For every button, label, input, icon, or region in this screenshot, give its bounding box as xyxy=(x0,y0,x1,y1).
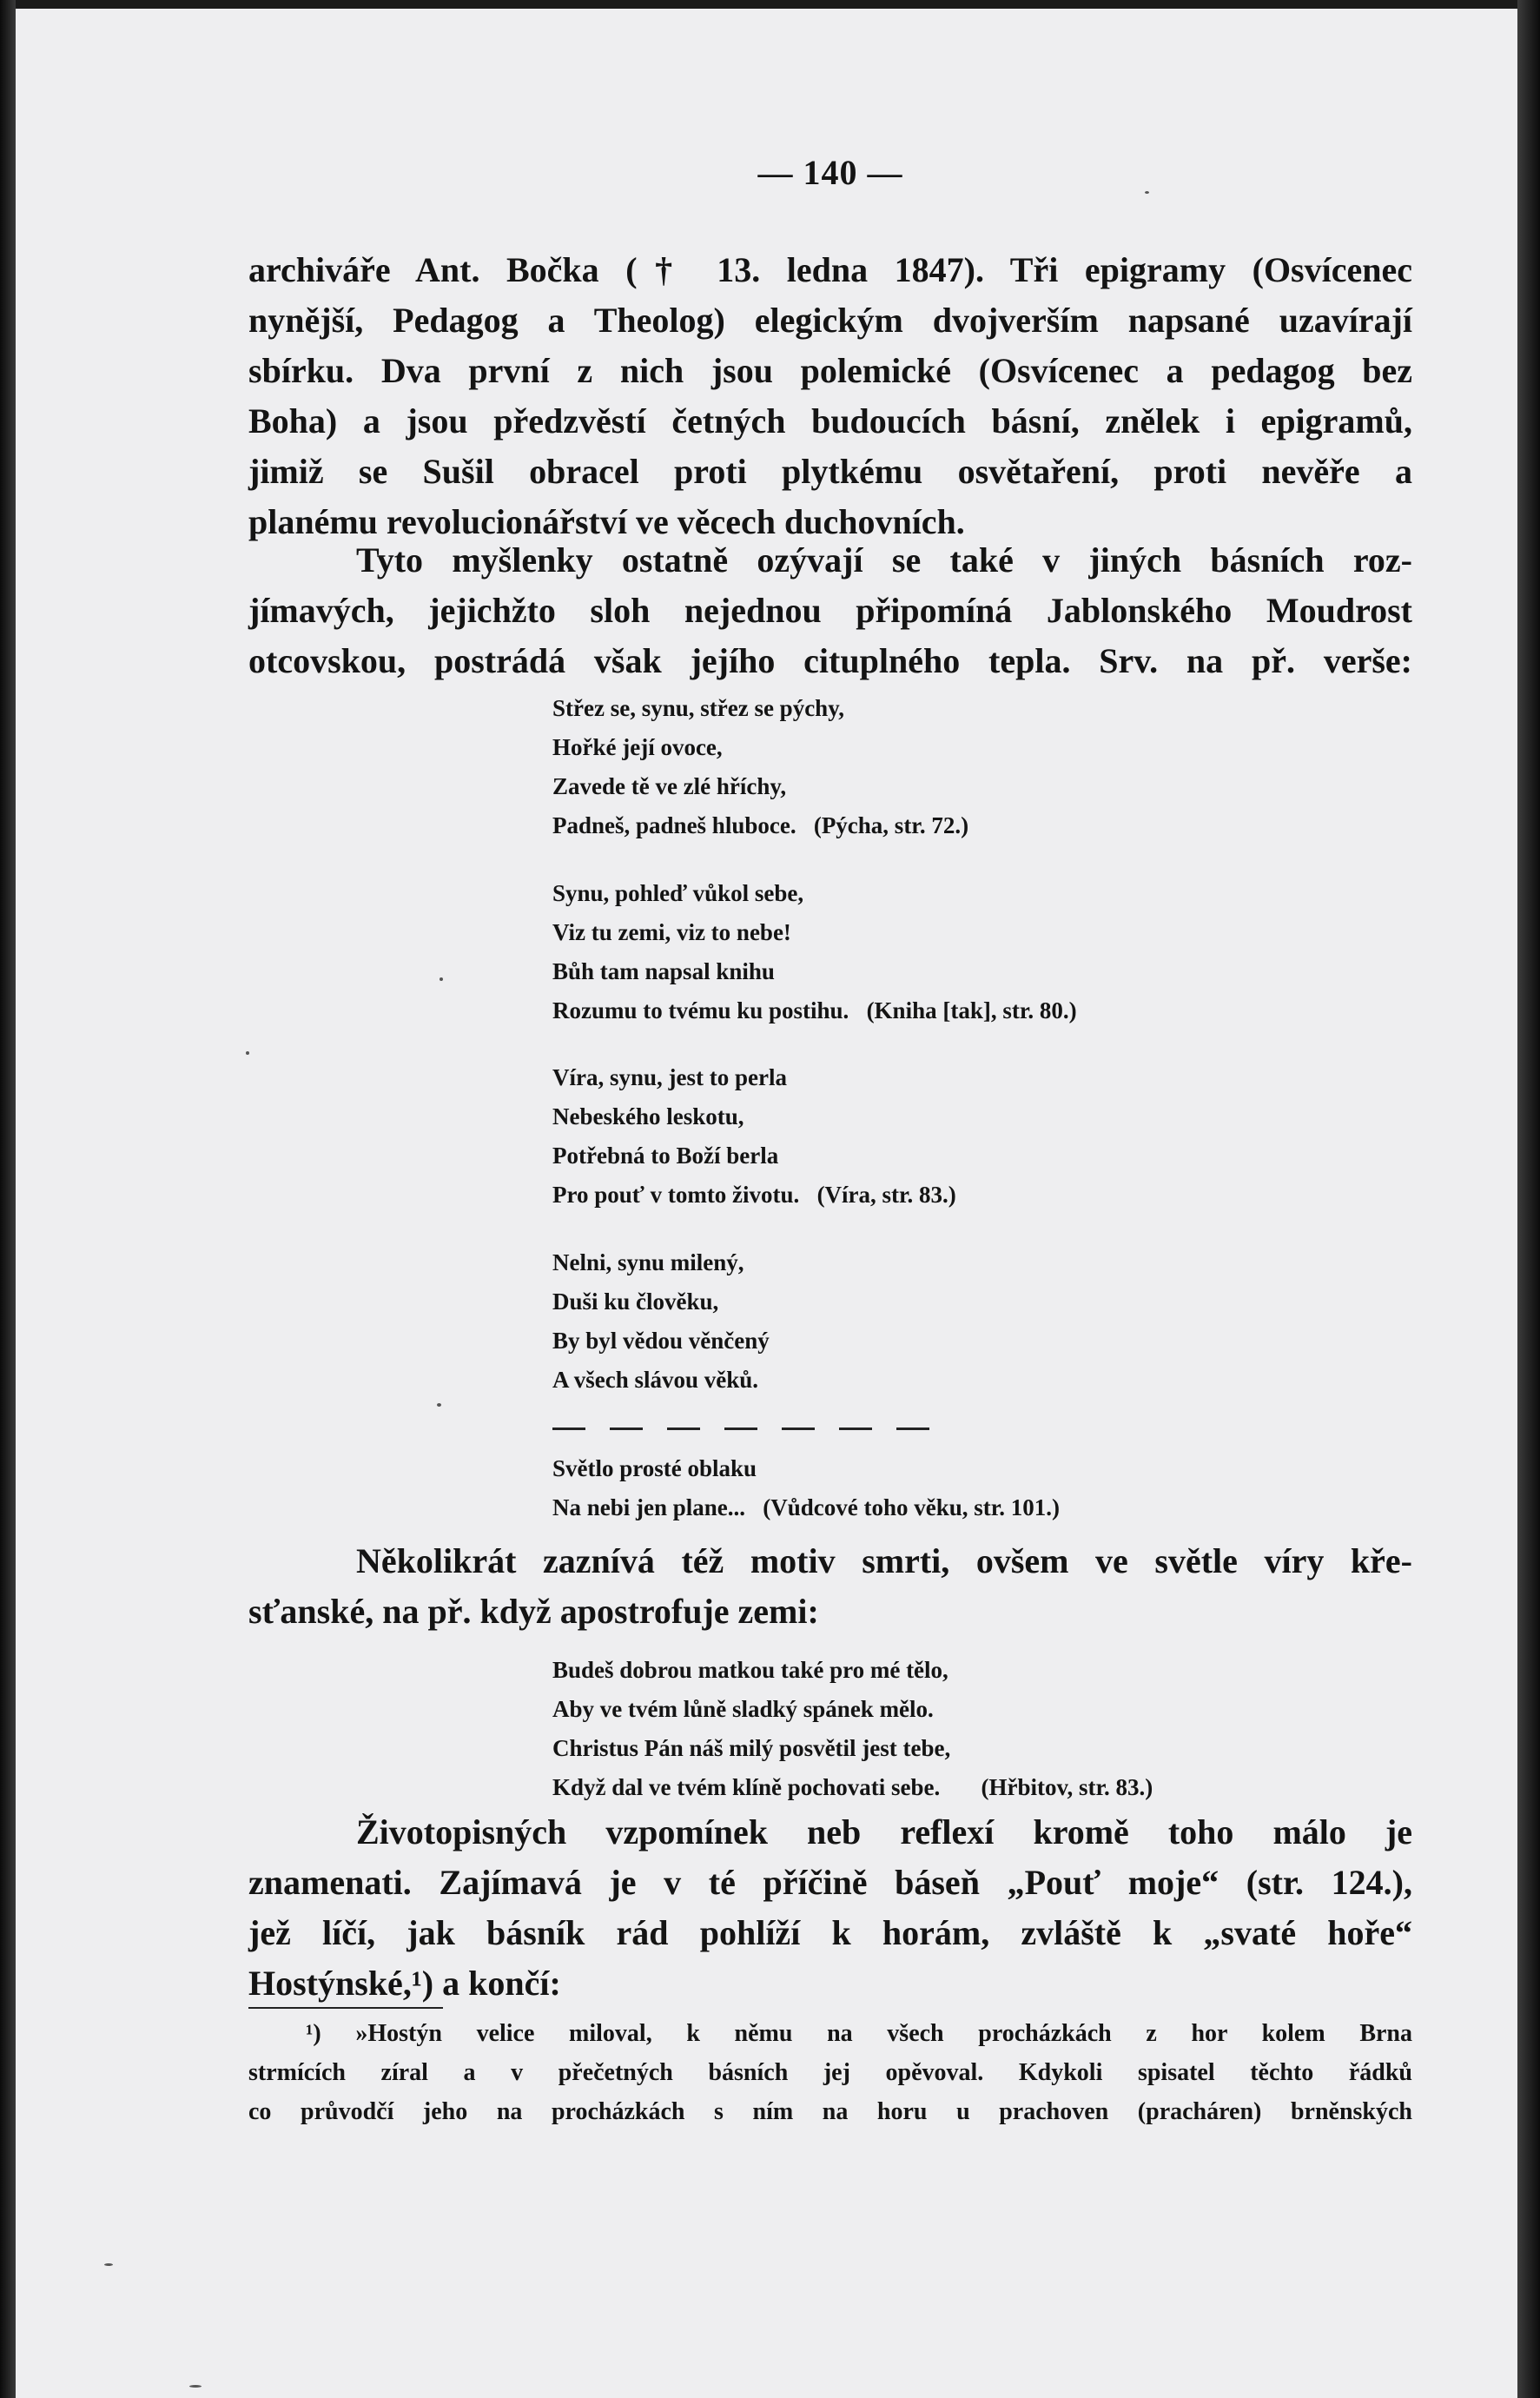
verse-line: Na nebi jen plane... xyxy=(552,1494,746,1520)
dash xyxy=(782,1428,815,1430)
verse-reference: (Kniha [tak], str. 80.) xyxy=(866,997,1077,1023)
verse-line: Potřebná to Boží berla xyxy=(552,1143,779,1169)
verse-line: Bůh tam napsal knihu xyxy=(552,958,775,984)
paragraph-4 xyxy=(248,1807,1412,2009)
verse-hrbitov xyxy=(552,1651,1153,1807)
text-line: jímavých, jejichžto sloh nejednou připomíná Jablonského Moudrost xyxy=(248,591,1412,630)
scan-speck xyxy=(246,1051,249,1055)
verse-line: Christus Pán náš milý posvětil jest tebe, xyxy=(552,1735,951,1761)
paragraph-2 xyxy=(248,535,1412,686)
verse-pycha xyxy=(552,689,968,845)
verse-vudcove xyxy=(552,1449,1060,1527)
footnote-line: strmících zíral a v přečetných básních jej opěvoval. Kdykoli spisatel těchto řádků xyxy=(248,2059,1412,2086)
dash xyxy=(667,1428,700,1430)
text-line: Tyto myšlenky ostatně ozývají se také v jiných básních roz- xyxy=(356,540,1412,580)
text-line: nynější, Pedagog a Theolog) elegickým dvojverším napsané uzavírají xyxy=(248,301,1412,340)
scan-border-left xyxy=(0,0,16,2398)
text-line: Hostýnské,¹) a končí: xyxy=(248,1964,561,2003)
verse-line: Padneš, padneš hluboce. xyxy=(552,812,796,838)
page-number: — 140 — xyxy=(757,153,903,192)
scan-speck xyxy=(189,2385,202,2388)
scan-speck xyxy=(437,1403,441,1407)
paragraph-1 xyxy=(248,245,1412,547)
verse-line: Budeš dobrou matkou také pro mé tělo, xyxy=(552,1657,948,1683)
verse-reference: (Víra, str. 83.) xyxy=(816,1182,956,1208)
text-line: jimiž se Sušil obracel proti plytkému osvětaření, proti nevěře a xyxy=(248,452,1412,491)
verse-line: Rozumu to tvému ku postihu. xyxy=(552,997,849,1023)
verse-reference: (Vůdcové toho věku, str. 101.) xyxy=(763,1494,1061,1520)
verse-line: By byl vědou věnčený xyxy=(552,1328,770,1354)
text-line: archiváře Ant. Bočka († 13. ledna 1847). Tři epigramy (Osvícenec xyxy=(248,250,1412,289)
verse-line: Zavede tě ve zlé hříchy, xyxy=(552,773,787,799)
text-line: jež líčí, jak básník rád pohlíží k horám, zvláště k „svaté hoře“ xyxy=(248,1913,1412,1952)
dash xyxy=(724,1428,757,1430)
text-line: planému revolucionářství ve věcech duchovních. xyxy=(248,502,965,541)
footnote-line: co průvodčí jeho na procházkách s ním na horu u prachoven (pracháren) brněnských xyxy=(248,2098,1412,2125)
text-line: otcovskou, postrádá však jejího cituplného tepla. Srv. na př. verše: xyxy=(248,641,1412,680)
verse-line: Nelni, synu milený, xyxy=(552,1249,744,1275)
verse-line: Duši ku člověku, xyxy=(552,1288,719,1315)
dash xyxy=(610,1428,643,1430)
verse-line: Když dal ve tvém klíně pochovati sebe. xyxy=(552,1774,941,1800)
scan-speck xyxy=(1145,191,1149,194)
scan-border-top xyxy=(0,0,1540,9)
text-line: Boha) a jsou předzvěstí četných budoucích básní, znělek i epigramů, xyxy=(248,401,1412,441)
verse-vira xyxy=(552,1058,956,1215)
text-line: Životopisných vzpomínek neb reflexí kromě toho málo je xyxy=(356,1812,1412,1851)
footnote-rule xyxy=(248,2007,443,2009)
verse-line: Hořké její ovoce, xyxy=(552,734,723,760)
verse-line: Aby ve tvém lůně sladký spánek mělo. xyxy=(552,1696,934,1722)
text-line: znamenati. Zajímavá je v té příčině báseň „Pouť moje“ (str. 124.), xyxy=(248,1863,1412,1902)
dash xyxy=(552,1428,585,1430)
text-line: sbírku. Dva první z nich jsou polemické (Osvícenec a pedagog bez xyxy=(248,351,1412,390)
verse-line: Pro pouť v tomto životu. xyxy=(552,1182,800,1208)
verse-line: Víra, synu, jest to perla xyxy=(552,1064,787,1090)
text-line: Několikrát zaznívá též motiv smrti, ovšem ve světle víry kře- xyxy=(356,1541,1412,1580)
text-line: sťanské, na př. když apostrofuje zemi: xyxy=(248,1592,819,1631)
footnote-line: ¹) »Hostýn velice miloval, k němu na všech procházkách z hor kolem Brna xyxy=(306,2020,1412,2047)
verse-reference: (Hřbitov, str. 83.) xyxy=(981,1774,1153,1800)
dash xyxy=(839,1428,872,1430)
book-page xyxy=(16,9,1517,2398)
paragraph-3 xyxy=(248,1536,1412,1637)
dash xyxy=(896,1428,929,1430)
verse-reference: (Pýcha, str. 72.) xyxy=(813,812,969,838)
omission-dashes xyxy=(552,1412,929,1438)
verse-line: Střez se, synu, střez se pýchy, xyxy=(552,695,844,721)
verse-line: Světlo prosté oblaku xyxy=(552,1455,757,1481)
footnote xyxy=(248,2014,1412,2131)
verse-line: Synu, pohleď vůkol sebe, xyxy=(552,880,804,906)
verse-nelni xyxy=(552,1243,770,1400)
verse-kniha xyxy=(552,874,1077,1030)
verse-line: A všech slávou věků. xyxy=(552,1367,759,1393)
scan-border-right xyxy=(1517,0,1540,2398)
scan-speck xyxy=(440,977,443,981)
verse-line: Viz tu zemi, viz to nebe! xyxy=(552,919,791,945)
scan-speck xyxy=(104,2263,113,2266)
verse-line: Nebeského leskotu, xyxy=(552,1103,744,1129)
